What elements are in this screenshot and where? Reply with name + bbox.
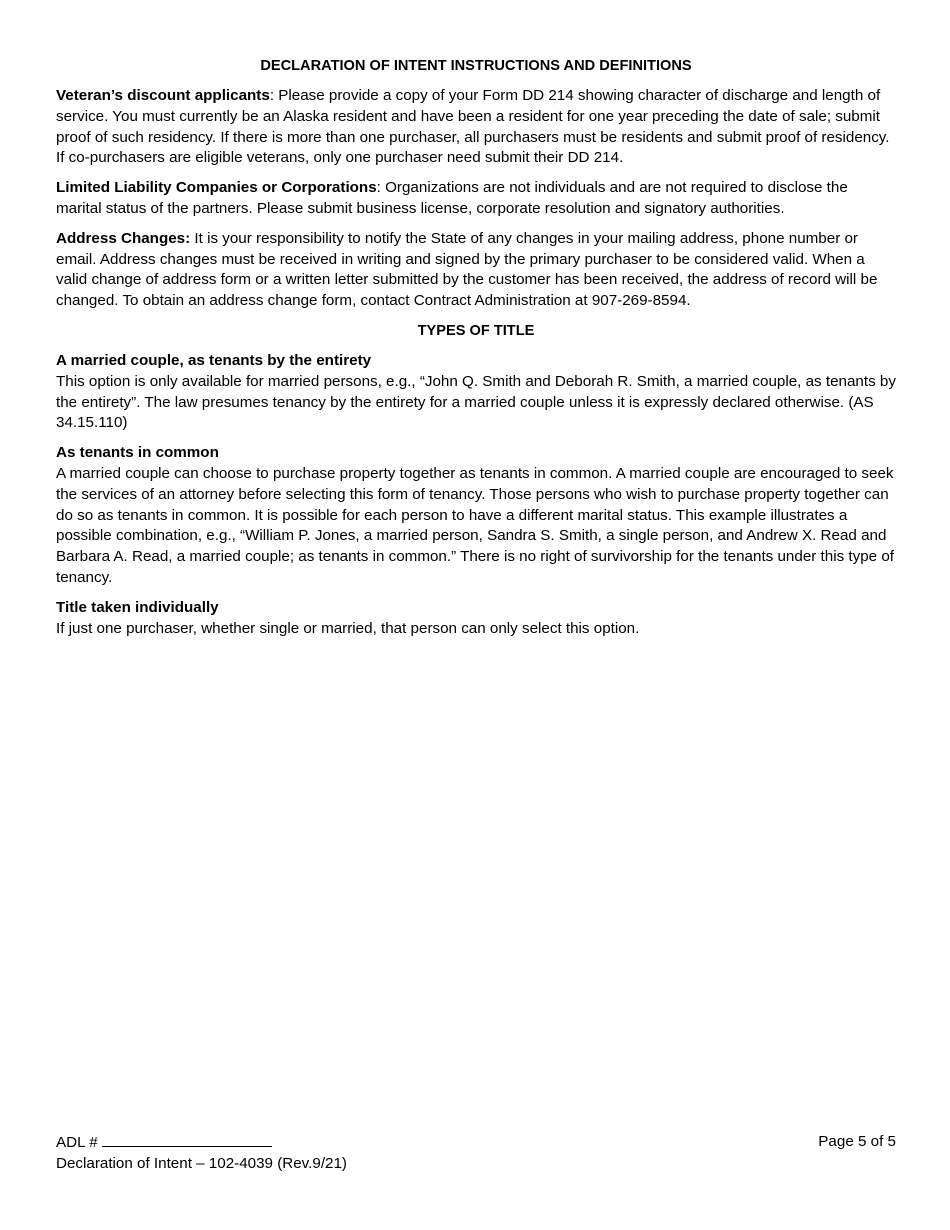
title-type-section: [56, 351, 896, 434]
title-type-text: If just one purchaser, whether single or married, that person can only select this option.: [56, 619, 640, 637]
adl-blank-line: [102, 1131, 272, 1147]
veteran-label: Veteran’s discount applicants: [56, 87, 270, 104]
page-number: Page 5 of 5: [818, 1133, 896, 1150]
adl-label: ADL #: [56, 1134, 98, 1151]
llc-text: : Organizations are not individuals and are not required to disclose the marital status of the partners. Please submit business license, corporate resolution and signatory authorities.: [56, 179, 848, 217]
llc-paragraph: [56, 178, 896, 220]
title-type-heading: As tenants in common: [56, 444, 219, 462]
title-type-section: [56, 598, 896, 640]
llc-label: Limited Liability Companies or Corporations: [56, 179, 377, 197]
page-title: DECLARATION OF INTENT INSTRUCTIONS AND DEFINITIONS: [260, 58, 692, 74]
title-type-heading: Title taken individually: [56, 598, 219, 616]
address-paragraph: [56, 229, 896, 312]
form-id: Declaration of Intent – 102-4039 (Rev.9/21): [56, 1155, 347, 1172]
page-footer: [56, 1131, 896, 1174]
types-heading: TYPES OF TITLE: [417, 322, 535, 339]
veteran-text: : Please provide a copy of your Form DD 214 showing character of discharge and length of service. You must currently be an Alaska resident and have been a resident for one year preceding the date of sale; submit proof of such residency. If there is more than one purchaser, all purchasers must be residents and submit proof of residency. If co-purchasers are eligible veterans, only one purchaser need submit their DD 214.: [56, 87, 890, 167]
title-type-text: A married couple can choose to purchase property together as tenants in common. A married couple are encouraged to seek the services of an attorney before selecting this form of tenancy. Those persons who wish to purchase property together can do so as tenants in common. It is possible for each person to have a different marital status. This example illustrates a possible combination, e.g., “William P. Jones, a married person, Sandra S. Smith, a single person, and Andrew X. Read and Barbara A. Read, a married couple; as tenants in common.” There is no right of survivorship for the tenants under this type of tenancy.: [56, 464, 894, 586]
address-text: It is your responsibility to notify the State of any changes in your mailing address, phone number or email. Address changes must be received in writing and signed by the primary purchaser to be considered valid. When a valid change of address form or a written letter submitted by the customer has been received, the address of record will be changed. To obtain an address change form, contact Contract Administration at 907-269-8594.: [56, 229, 878, 310]
address-label: Address Changes:: [56, 229, 191, 247]
veteran-paragraph: [56, 86, 896, 169]
title-type-text: This option is only available for married persons, e.g., “John Q. Smith and Deborah R. Smith, a married couple, as tenants by the entirety”. The law presumes tenancy by the entirety for a married couple unless it is expressly declared otherwise. (AS 34.15.110): [56, 372, 896, 432]
title-type-heading: A married couple, as tenants by the entirety: [56, 351, 372, 369]
title-type-section: [56, 443, 896, 589]
adl-field: [56, 1131, 272, 1153]
document-page: [56, 56, 896, 648]
